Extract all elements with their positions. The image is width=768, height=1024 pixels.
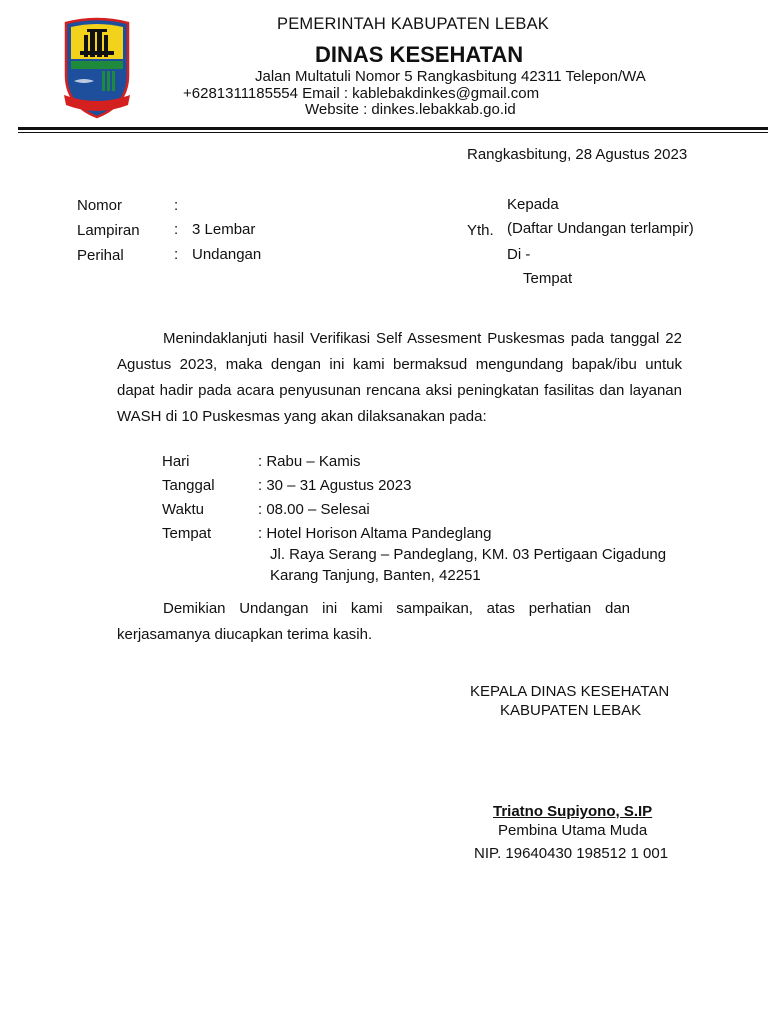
perihal-colon: : <box>174 246 179 263</box>
lampiran-colon: : <box>174 221 179 238</box>
recipient-yth: Yth. <box>467 222 494 239</box>
closing-paragraph <box>117 596 630 648</box>
office-website: Website : dinkes.lebakkab.go.id <box>305 101 516 118</box>
detail-label-hari: Hari <box>162 453 190 470</box>
signature-title-line1: KEPALA DINAS KESEHATAN <box>470 683 670 700</box>
intro-paragraph <box>117 326 682 430</box>
detail-value-hari: : Rabu – Kamis <box>258 453 361 470</box>
letterhead-divider-thin <box>18 132 768 133</box>
department-name: DINAS KESEHATAN <box>315 42 524 67</box>
detail-label-waktu: Waktu <box>162 501 204 518</box>
recipient-kepada: Kepada <box>507 196 559 213</box>
recipient-di: Di - <box>507 246 531 263</box>
detail-value-waktu: : 08.00 – Selesai <box>258 501 370 518</box>
government-name: PEMERINTAH KABUPATEN LEBAK <box>277 15 550 33</box>
lebak-crest-icon <box>62 17 132 120</box>
signatory-rank: Pembina Utama Muda <box>498 822 648 839</box>
venue-city-line: Karang Tanjung, Banten, 42251 <box>270 567 481 584</box>
detail-label-tempat: Tempat <box>162 525 212 542</box>
detail-label-tanggal: Tanggal <box>162 477 215 494</box>
signatory-nip: NIP. 19640430 198512 1 001 <box>474 845 669 862</box>
venue-address-line: Jl. Raya Serang – Pandeglang, KM. 03 Pertigaan Cigadung <box>270 546 667 563</box>
office-address: Jalan Multatuli Nomor 5 Rangkasbitung 42311 Telepon/WA <box>255 68 646 85</box>
nomor-label: Nomor <box>77 197 123 214</box>
recipient-name: (Daftar Undangan terlampir) <box>507 220 694 237</box>
letterhead-divider <box>18 127 768 130</box>
office-contact: +6281311185554 Email : kablebakdinkes@gmail.com <box>183 85 540 102</box>
nomor-colon: : <box>174 197 179 214</box>
perihal-value: Undangan <box>192 246 262 263</box>
letter-date: Rangkasbitung, 28 Agustus 2023 <box>467 146 688 163</box>
regency-logo <box>62 17 132 120</box>
signature-title-line2: KABUPATEN LEBAK <box>500 702 642 719</box>
intro-text: Menindaklanjuti hasil Verifikasi Self Assesment Puskesmas pada tanggal 22 Agustus 2023, maka dengan ini kami bermaksud mengundang bapak/ibu untuk dapat hadir pada acara penyusunan rencana aksi peningkatan fasilitas dan layanan WASH di 10 Puskesmas yang akan dilaksanakan pada: <box>117 330 682 425</box>
lampiran-label: Lampiran <box>77 222 140 239</box>
signatory-name: Triatno Supiyono, S.IP <box>493 803 653 820</box>
perihal-label: Perihal <box>77 247 124 264</box>
lampiran-value: 3 Lembar <box>192 221 256 238</box>
detail-value-tempat: : Hotel Horison Altama Pandeglang <box>258 525 492 542</box>
recipient-tempat: Tempat <box>523 270 573 287</box>
detail-value-tanggal: : 30 – 31 Agustus 2023 <box>258 477 412 494</box>
closing-text: Demikian Undangan ini kami sampaikan, atas perhatian dan kerjasamanya diucapkan terima kasih. <box>117 600 630 643</box>
